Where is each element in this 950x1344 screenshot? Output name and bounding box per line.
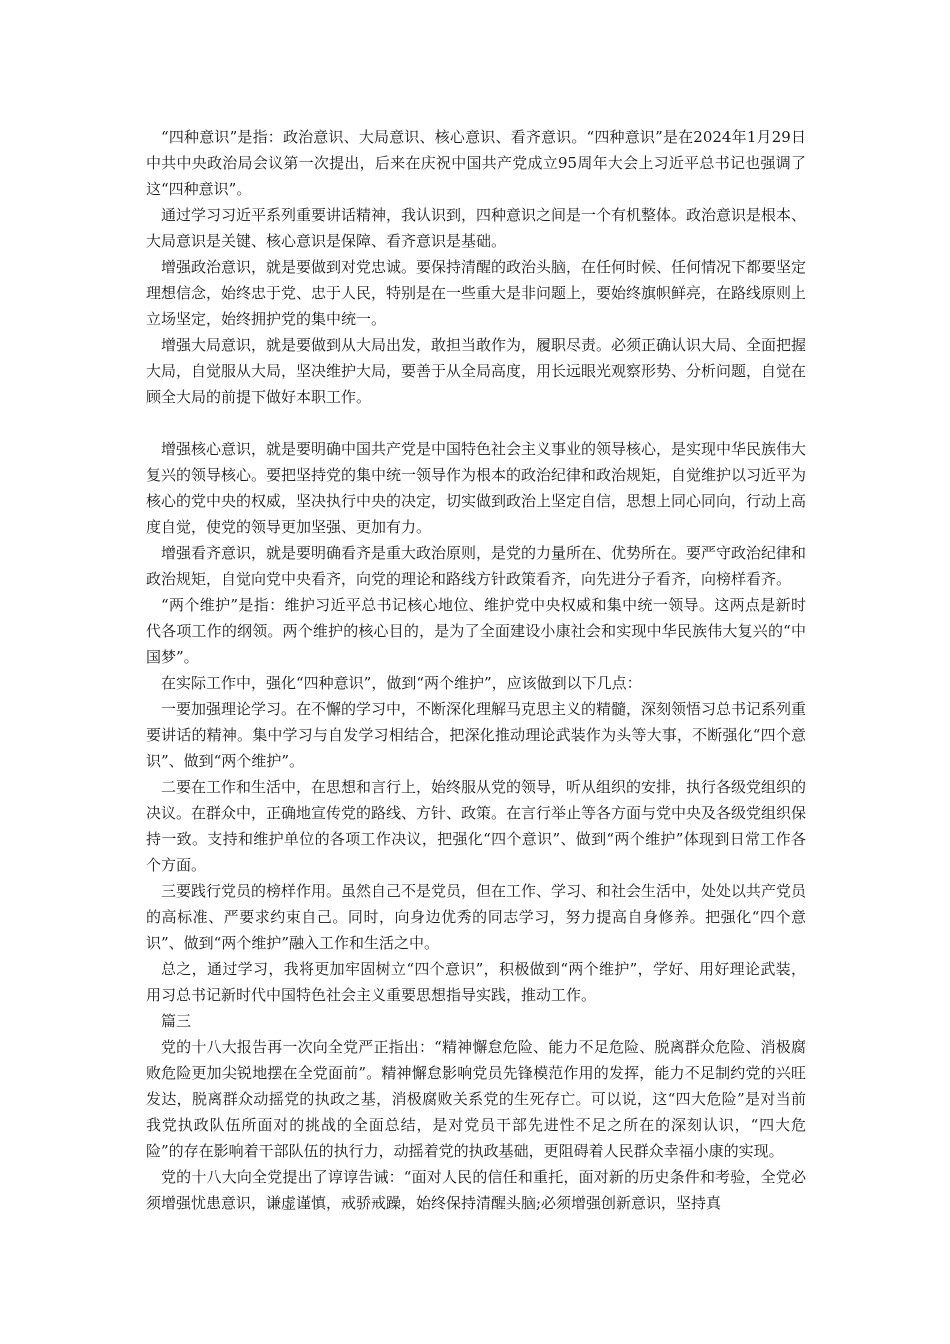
paragraph-two-upholds: “两个维护”是指：维护习近平总书记核心地位、维护党中央权威和集中统一领导。这两点是新时代各项工作的纲领。两个维护的核心目的，是为了全面建设小康社会和实现中华民族伟大复兴的“中国梦”。 [146, 596, 806, 666]
paragraph-political-consciousness: 增强政治意识，就是要做到对党忠诚。要保持清醒的政治头脑，在任何时候、任何情况下都要坚定理想信念，始终忠于党、忠于人民，特别是在一些重大是非问题上，要始终旗帜鲜亮，在路线原则上立场坚定，始终拥护党的集中统一。 [146, 258, 807, 328]
paragraph-earnest-advice: 党的十八大向全党提出了谆谆告诫：“面对人民的信任和重托，面对新的历史条件和考验，全党必须增强忧患意识，谦虚谨慎，戒骄戒躁，始终保持清醒头脑;必须增强创新意识，坚持真 [146, 1168, 806, 1212]
paragraph-four-dangers: 党的十八大报告再一次向全党严正指出：“精神懈怠危险、能力不足危险、脱离群众危险、消极腐败危险更加尖锐地摆在全党面前”。精神懈怠影响党员先锋模范作用的发挥，能力不足制约党的兴旺发达，脱离群众动摇党的执政之基，消极腐败关系党的生死存亡。可以说，这“四大危险”是对当前我党执政队伍所面对的挑战的全面总结，是对党员干部先进性不足之所在的深刻认识，“四大危险”的存在影响着干部队伍的执行力，动摇着党的执政基础，更阻碍着人民群众幸福小康的实现。 [146, 1038, 806, 1160]
document-body [146, 124, 806, 1216]
paragraph-point-three: 三要践行党员的榜样作用。虽然自己不是党员，但在工作、学习、和社会生活中，处处以共产党员的高标准、严要求约束自己。同时，向身边优秀的同志学习，努力提高自身修养。把强化“四个意识”、做到“两个维护”融入工作和生活之中。 [146, 882, 807, 952]
section-heading-part-three: 篇三 [161, 1012, 192, 1030]
paragraph-practical-work: 在实际工作中，强化“四种意识”，做到“两个维护”，应该做到以下几点： [161, 674, 642, 692]
paragraph-overall-consciousness: 增强大局意识，就是要做到从大局出发，敢担当敢作为，履职尽责。必须正确认识大局、全面把握大局，自觉服从大局，坚决维护大局，要善于从全局高度，用长远眼光观察形势、分析问题，自觉在顾全大局的前提下做好本职工作。 [146, 336, 807, 406]
paragraph-core-consciousness: 增强核心意识，就是要明确中国共产党是中国特色社会主义事业的领导核心，是实现中华民族伟大复兴的领导核心。要把坚持党的集中统一领导作为根本的政治纪律和政治规矩，自觉维护以习近平为核心的党中央的权威，坚决执行中央的决定，切实做到政治上坚定自信，思想上同心同向，行动上高度自觉，使党的领导更加坚强、更加有力。 [146, 440, 807, 536]
paragraph-point-two: 二要在工作和生活中，在思想和言行上，始终服从党的领导，听从组织的安排，执行各级党组织的决议。在群众中，正确地宣传党的路线、方针、政策。在言行举止等各方面与党中央及各级党组织保持一致。支持和维护单位的各项工作决议，把强化“四个意识”、做到“两个维护”体现到日常工作各个方面。 [146, 778, 807, 874]
paragraph-summary: 总之，通过学习，我将更加牢固树立“四个意识”，积极做到“两个维护”，学好、用好理论武装，用习总书记新时代中国特色社会主义重要思想指导实践，推动工作。 [146, 960, 806, 1004]
paragraph-point-one: 一要加强理论学习。在不懈的学习中，不断深化理解马克思主义的精髓，深刻领悟习总书记系列重要讲话的精神。集中学习与自发学习相结合，把深化推动理论武装作为头等大事，不断强化“四个意识”、做到“两个维护”。 [146, 700, 807, 770]
paragraph-gap [146, 410, 806, 436]
paragraph-alignment-consciousness: 增强看齐意识，就是要明确看齐是重大政治原则，是党的力量所在、优势所在。要严守政治纪律和政治规矩，自觉向党中央看齐，向党的理论和路线方针政策看齐，向先进分子看齐，向榜样看齐。 [146, 544, 807, 588]
paragraph-four-consciousness-definition: “四种意识”是指：政治意识、大局意识、核心意识、看齐意识。“四种意识”是在2024年1月29日中共中央政治局会议第一次提出，后来在庆祝中国共产党成立95周年大会上习近平总书记也强调了这“四种意识”。 [146, 128, 806, 198]
paragraph-organic-whole: 通过学习习近平系列重要讲话精神，我认识到，四种意识之间是一个有机整体。政治意识是根本、大局意识是关键、核心意识是保障、看齐意识是基础。 [146, 206, 807, 250]
